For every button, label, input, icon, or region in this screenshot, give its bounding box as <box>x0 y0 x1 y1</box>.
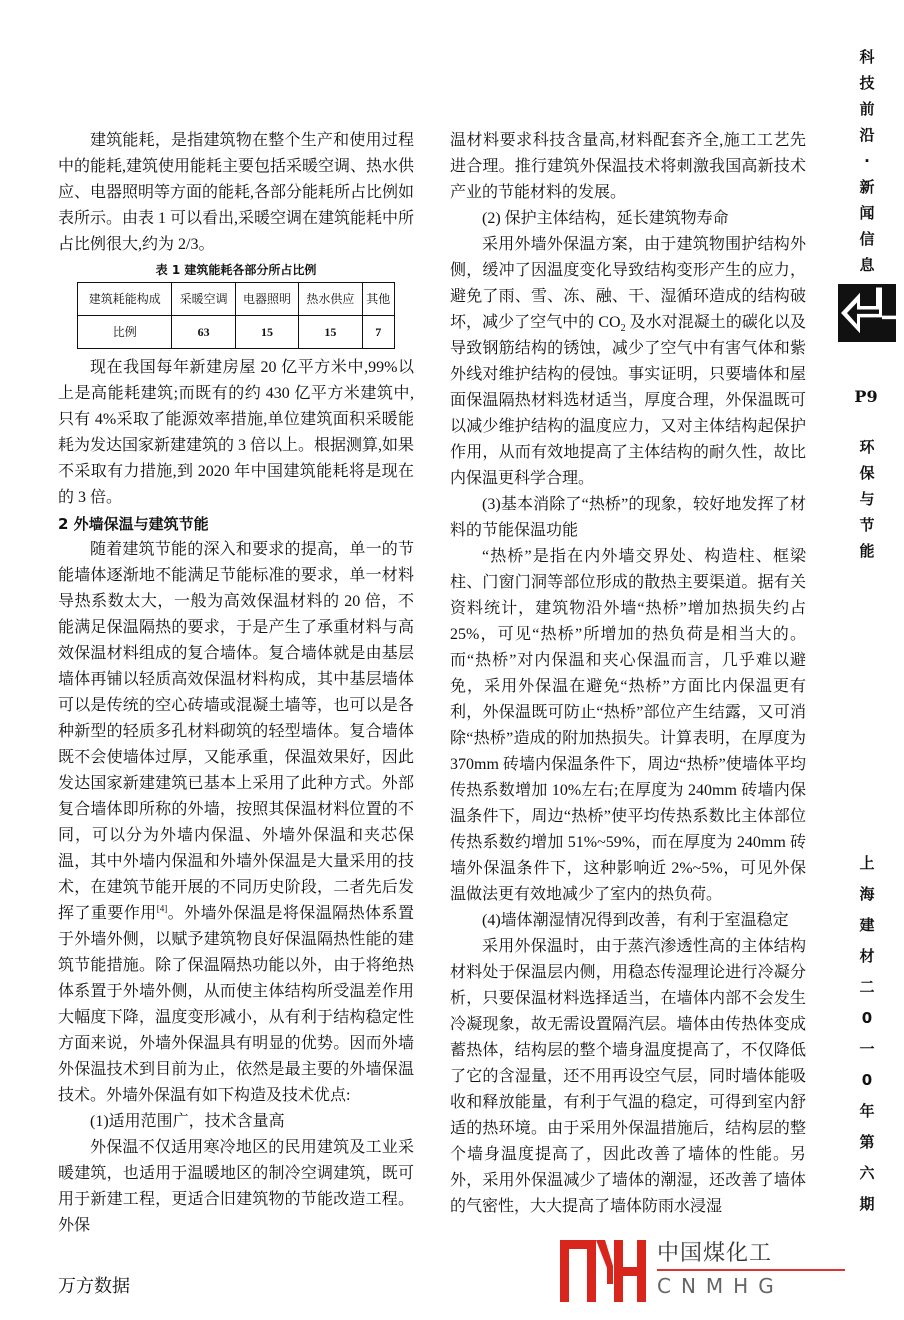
subheading: (1)适用范围广，技术含量高 <box>90 1113 285 1130</box>
subheading: (2) 保护主体结构，延长建筑物寿命 <box>482 210 729 227</box>
right-column <box>450 128 806 1220</box>
subscript: 2 <box>620 323 626 335</box>
journal-char: 0 <box>861 1071 873 1089</box>
journal-char: 第 <box>859 1133 875 1151</box>
column-char: 能 <box>859 542 875 560</box>
section-label <box>852 44 882 278</box>
section-char: 前 <box>859 100 875 118</box>
energy-table <box>77 282 395 349</box>
page-number: P9 <box>854 387 878 406</box>
text: 采用外墙外保温方案，由于建筑物围护结构外侧，缓冲了因温度变化导致结构变形产生的应力，避免了雨、雪、冻、融、干、湿循环造成的结构破坏，减少了空气中的 CO <box>450 236 806 331</box>
column-char: 节 <box>859 516 875 534</box>
table-caption: 表 1 建筑能耗各部分所占比例 <box>155 263 317 277</box>
journal-char: 建 <box>859 916 875 934</box>
table-cell: 7 <box>362 316 394 349</box>
section-char: 息 <box>859 256 875 274</box>
watermark-mh-logo-icon <box>560 1240 646 1302</box>
subheading: (4)墙体潮湿情况得到改善，有利于室温稳定 <box>482 912 789 929</box>
text: 及水对混凝土的碳化以及导致钢筋结构的锈蚀，减少了空气中有害气体和紫外线对维护结构的侵蚀。事实证明，只要墙体和屋面保温隔热材料选材适当，厚度合理，外保温既可以减少维护结构的温度应力，又对主体结构起保护作用，从而有效地提高了主体结构的耐久性，故比内保温更科学合理。 <box>450 314 806 487</box>
footer-source: 万方数据 <box>58 1276 130 1297</box>
journal-char: 材 <box>859 947 875 965</box>
paragraph: 采用外保温时，由于蒸汽渗透性高的主体结构材料处于保温层内侧，用稳态传湿理论进行冷凝分析，只要保温材料选择适当，在墙体内部不会发生冷凝现象，故无需设置隔汽层。墙体由传热体变成蓄热体，结构层的整个墙身温度提高了，不仅降低了它的含湿量，还不用再设空气层，同时墙体能吸收和释放能量，有利于气温的稳定，可得到室内舒适的热环境。由于采用外保温措施后，结构层的整个墙身温度提高了，因此改善了墙体的性能。另外，采用外保温减少了墙体的潮湿，还改善了墙体的气密性，大大提高了墙体防雨水浸湿 <box>450 938 806 1215</box>
journal-char: 二 <box>859 978 875 996</box>
table-cell: 其他 <box>362 283 394 316</box>
journal-char: 期 <box>859 1195 875 1213</box>
section-heading: 2 外墙保温与建筑节能 <box>58 515 209 533</box>
section-char: · <box>864 152 870 170</box>
journal-char: 上 <box>859 854 875 872</box>
journal-char: 六 <box>859 1164 875 1182</box>
citation: [4] <box>156 903 168 914</box>
paragraph: “热桥”是指在内外墙交界处、构造柱、框梁柱、门窗门洞等部位形成的散热主要渠道。据有关资料统计，建筑物沿外墙“热桥”增加热损失约占 25%，可见“热桥”所增加的热负荷是相当大的。而“热桥”对内保温和夹心保温而言，几乎难以避免，采用外保温在避免“热桥”方面比内保温更有利，外保温既可防止“热桥”部位产生结露，又可消除“热桥”造成的附加热损失。计算表明，在厚度为 370mm 砖墙内保温条件下，周边“热桥”使墙体平均传热系数增加 10%左右;在厚度为 240mm 砖墙内保温条件下，周边“热桥”使平均传热系数比主体部位传热系数约增加 51%~59%，而在厚度为 240mm 砖墙外保温条件下，这种影响近 2%~5%，可见外保温做法更有效地减少了室内的热负荷。 <box>450 548 806 903</box>
text: 随着建筑节能的深入和要求的提高，单一的节能墙体逐渐地不能满足节能标准的要求，单一材料导热系数太大，一般为高效保温材料的 20 倍，不能满足保温隔热的要求，于是产生了承重材料与高效保温材料组成的复合墙体。复合墙体就是由基层墙体再铺以轻质高效保温材料构成，其中基层墙体可以是传统的空心砖墙或混凝土墙等，也可以是各种新型的轻质多孔材料砌筑的轻型墙体。复合墙体既不会使墙体过厚，又能承重，保温效果好，因此发达国家新建建筑已基本上采用了此种方式。外部复合墙体即所称的外墙，按照其保温材料位置的不同，可以分为外墙内保温、外墙外保温和夹芯保温，其中外墙内保温和外墙外保温是大量采用的技术，在建筑节能开展的不同历史阶段，二者先后发挥了重要作用 <box>58 541 414 922</box>
column-char: 环 <box>859 438 875 456</box>
subheading: (3)基本消除了“热桥”的现象，较好地发挥了材料的节能保温功能 <box>450 496 806 539</box>
table-header-row <box>78 283 395 316</box>
watermark <box>560 1240 860 1302</box>
journal-char: 年 <box>859 1102 875 1120</box>
journal-char: 海 <box>859 885 875 903</box>
section-char: 信 <box>859 230 875 248</box>
journal-char: 0 <box>861 1009 873 1027</box>
left-column <box>58 128 414 1239</box>
table-cell: 采暖空调 <box>172 283 235 316</box>
paragraph: 建筑能耗，是指建筑物在整个生产和使用过程中的能耗,建筑使用能耗主要包括采暖空调、热水供应、电器照明等方面的能耗,各部分能耗所占比例如表所示。由表 1 可以看出,采暖空调在建筑能耗中所占比例很大,约为 2/3。 <box>58 132 415 253</box>
section-char: 科 <box>859 48 875 66</box>
column-char: 与 <box>859 490 875 508</box>
arrow-logo-icon <box>838 284 896 342</box>
journal-label <box>852 848 882 1220</box>
table-cell: 63 <box>172 316 235 349</box>
column-label <box>852 434 882 564</box>
paragraph: 外保温不仅适用寒冷地区的民用建筑及工业采暖建筑，也适用于温暖地区的制冷空调建筑，既可用于新建工程，更适合旧建筑物的节能改造工程。外保 <box>58 1139 414 1234</box>
paragraph <box>450 232 806 492</box>
section-char: 沿 <box>859 126 875 144</box>
column-char: 保 <box>859 464 875 482</box>
table-cell: 电器照明 <box>235 283 298 316</box>
journal-char: 一 <box>859 1040 875 1058</box>
paragraph: 温材料要求科技含量高,材料配套齐全,施工工艺先进合理。推行建筑外保温技术将刺激我国高新技术产业的节能材料的发展。 <box>450 132 806 201</box>
watermark-divider <box>657 1269 845 1271</box>
watermark-en: CNMHG <box>657 1274 784 1298</box>
table-cell: 建筑耗能构成 <box>78 283 172 316</box>
table-row <box>78 316 395 349</box>
paragraph: 现在我国每年新建房屋 20 亿平方米中,99%以上是高能耗建筑;而既有的约 430 亿平方米建筑中,只有 4%采取了能源效率措施,单位建筑面积采暖能耗为发达国家新建建筑的 3 倍以上。根据测算,如果不采取有力措施,到 2020 年中国建筑能耗将是现在的 3 倍。 <box>58 359 415 506</box>
section-char: 闻 <box>859 204 875 222</box>
paragraph <box>58 537 414 1109</box>
table-cell: 15 <box>299 316 362 349</box>
text: 。外墙外保温是将保温隔热体系置于外墙外侧，以赋予建筑物良好保温隔热性能的建筑节能措施。除了保温隔热功能以外，由于将绝热体系置于外墙外侧，从而使主体结构所受温差作用大幅度下降，温度变形减小，从有利于结构稳定性方面来说，外墙外保温具有明显的优势。因而外墙外保温技术到目前为止，依然是最主要的外墙保温技术。外墙外保温有如下构造及技术优点: <box>58 905 414 1104</box>
table-cell: 比例 <box>78 316 172 349</box>
watermark-cn: 中国煤化工 <box>657 1241 773 1266</box>
section-char: 新 <box>859 178 875 196</box>
table-cell: 热水供应 <box>299 283 362 316</box>
table-cell: 15 <box>235 316 298 349</box>
section-char: 技 <box>859 74 875 92</box>
